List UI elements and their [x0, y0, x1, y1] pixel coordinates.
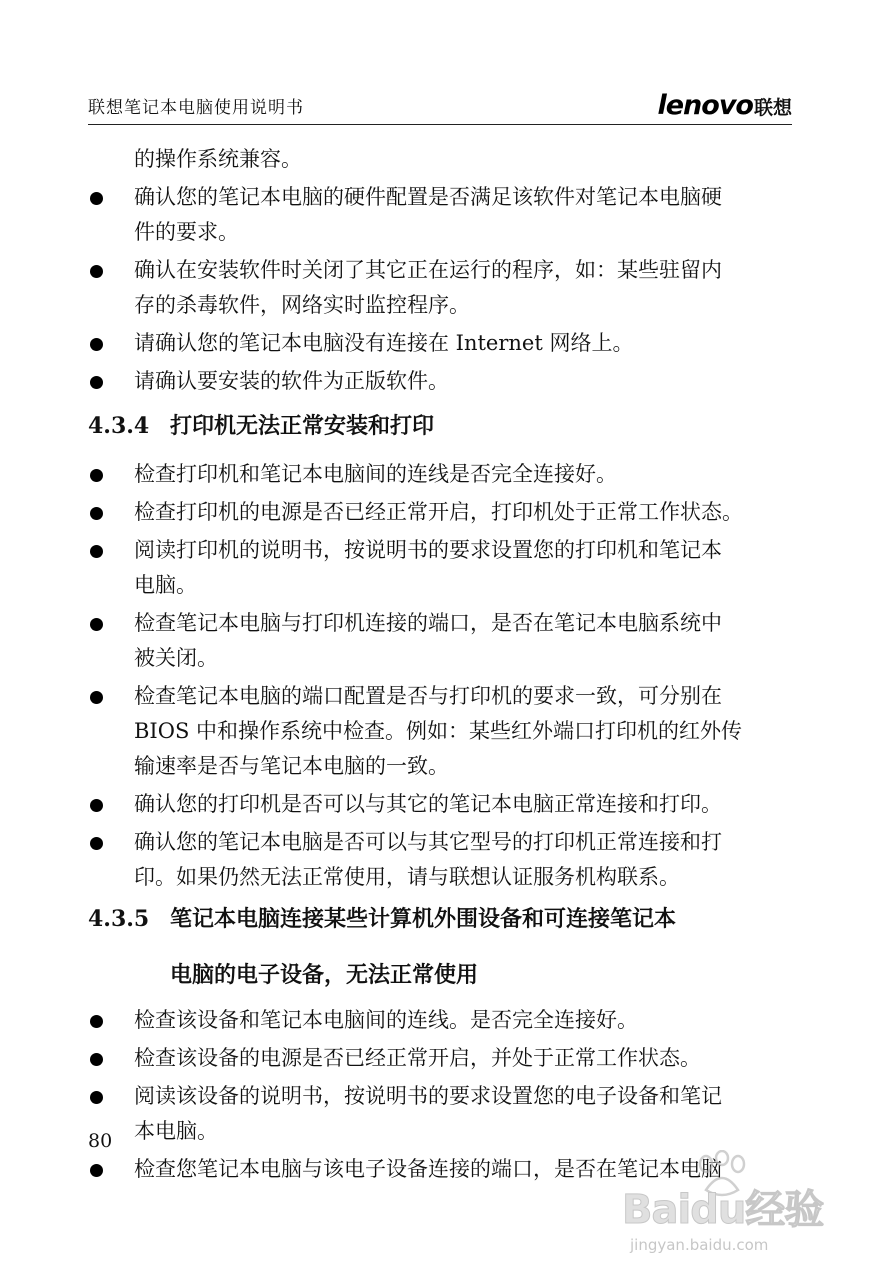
top-bullet-list — [88, 180, 798, 399]
list-item-line: BIOS 中和操作系统中检查。例如：某些红外端口打印机的红外传 — [134, 719, 743, 743]
list-item-line: 确认您的笔记本电脑是否可以与其它型号的打印机正常连接和打 — [134, 830, 722, 854]
list-item — [88, 364, 798, 399]
lenovo-logo-chinese: 联想 — [753, 97, 792, 119]
baidu-jingyan-watermark — [610, 1150, 840, 1260]
list-item-line: 被关闭。 — [134, 646, 218, 670]
bullet-icon — [90, 799, 103, 812]
page-number: 80 — [88, 1130, 113, 1152]
bullet-icon — [90, 1015, 103, 1028]
section-heading-4-3-4 — [88, 399, 798, 454]
list-item-line: 检查打印机的电源是否已经正常开启，打印机处于正常工作状态。 — [134, 500, 743, 524]
list-item-line: 确认在安装软件时关闭了其它正在运行的程序，如：某些驻留内 — [134, 258, 722, 282]
list-item — [88, 253, 798, 323]
watermark-brand: Baidu经验 — [622, 1187, 824, 1233]
list-item — [88, 326, 798, 361]
section-title-line-1: 笔记本电脑连接某些计算机外围设备和可连接笔记本 — [170, 907, 677, 932]
list-item-line: 存的杀毒软件，网络实时监控程序。 — [134, 293, 470, 317]
list-item-line: 检查该设备的电源是否已经正常开启，并处于正常工作状态。 — [134, 1046, 701, 1070]
section-number: 4.3.4 — [88, 413, 150, 439]
list-item — [88, 495, 798, 530]
continuation-text: 的操作系统兼容。 — [134, 147, 302, 171]
bullet-icon — [90, 1091, 103, 1104]
section-heading-4-3-5 — [88, 895, 798, 1000]
list-item-line: 件的要求。 — [134, 220, 239, 244]
list-item-line: 印。如果仍然无法正常使用，请与联想认证服务机构联系。 — [134, 865, 680, 889]
list-item — [88, 679, 798, 784]
bullet-icon — [90, 192, 103, 205]
bullet-icon — [90, 618, 103, 631]
bullet-icon — [90, 545, 103, 558]
bullet-icon — [90, 507, 103, 520]
list-item — [88, 825, 798, 895]
list-item-line: 检查笔记本电脑与打印机连接的端口，是否在笔记本电脑系统中 — [134, 611, 722, 635]
list-item-line: 确认您的笔记本电脑的硬件配置是否满足该软件对笔记本电脑硬 — [134, 185, 722, 209]
list-item-line: 确认您的打印机是否可以与其它的笔记本电脑正常连接和打印。 — [134, 792, 722, 816]
list-item — [88, 457, 798, 492]
list-item — [88, 533, 798, 603]
document-title: 联想笔记本电脑使用说明书 — [88, 98, 304, 118]
list-item-line: 检查打印机和笔记本电脑间的连线是否完全连接好。 — [134, 462, 617, 486]
bullet-icon — [90, 469, 103, 482]
printer-bullet-list — [88, 457, 798, 895]
section-title: 打印机无法正常安装和打印 — [170, 414, 435, 439]
bullet-icon — [90, 376, 103, 389]
list-item-line: 本电脑。 — [134, 1119, 218, 1143]
list-item — [88, 1079, 798, 1149]
list-item-line: 请确认您的笔记本电脑没有连接在 Internet 网络上。 — [134, 331, 634, 355]
bullet-icon — [90, 691, 103, 704]
list-item-line: 阅读打印机的说明书，按说明书的要求设置您的打印机和笔记本 — [134, 538, 722, 562]
bullet-icon — [90, 338, 103, 351]
list-item-line: 电脑。 — [134, 573, 197, 597]
page-header — [88, 92, 792, 125]
section-title-line-2: 电脑的电子设备，无法正常使用 — [170, 963, 479, 988]
list-item — [88, 787, 798, 822]
section-number: 4.3.5 — [88, 906, 150, 932]
list-item — [88, 180, 798, 250]
list-item-line: 检查笔记本电脑的端口配置是否与打印机的要求一致，可分别在 — [134, 684, 722, 708]
page-body — [88, 142, 798, 1187]
list-item — [88, 606, 798, 676]
bullet-icon — [90, 1053, 103, 1066]
lenovo-logo-latin: lenovo — [657, 90, 753, 121]
bullet-icon — [90, 1164, 103, 1177]
lenovo-logo — [657, 90, 792, 121]
list-item-line: 请确认要安装的软件为正版软件。 — [134, 369, 449, 393]
list-item-line: 检查该设备和笔记本电脑间的连线。是否完全连接好。 — [134, 1008, 638, 1032]
list-item-line: 输速率是否与笔记本电脑的一致。 — [134, 754, 449, 778]
bullet-icon — [90, 265, 103, 278]
list-item-line: 检查您笔记本电脑与该电子设备连接的端口，是否在笔记本电脑 — [134, 1157, 722, 1181]
list-item — [88, 1003, 798, 1038]
watermark-url: jingyan.baidu.com — [630, 1236, 769, 1254]
bullet-icon — [90, 837, 103, 850]
list-item-line: 阅读该设备的说明书，按说明书的要求设置您的电子设备和笔记 — [134, 1084, 722, 1108]
list-item — [88, 1041, 798, 1076]
